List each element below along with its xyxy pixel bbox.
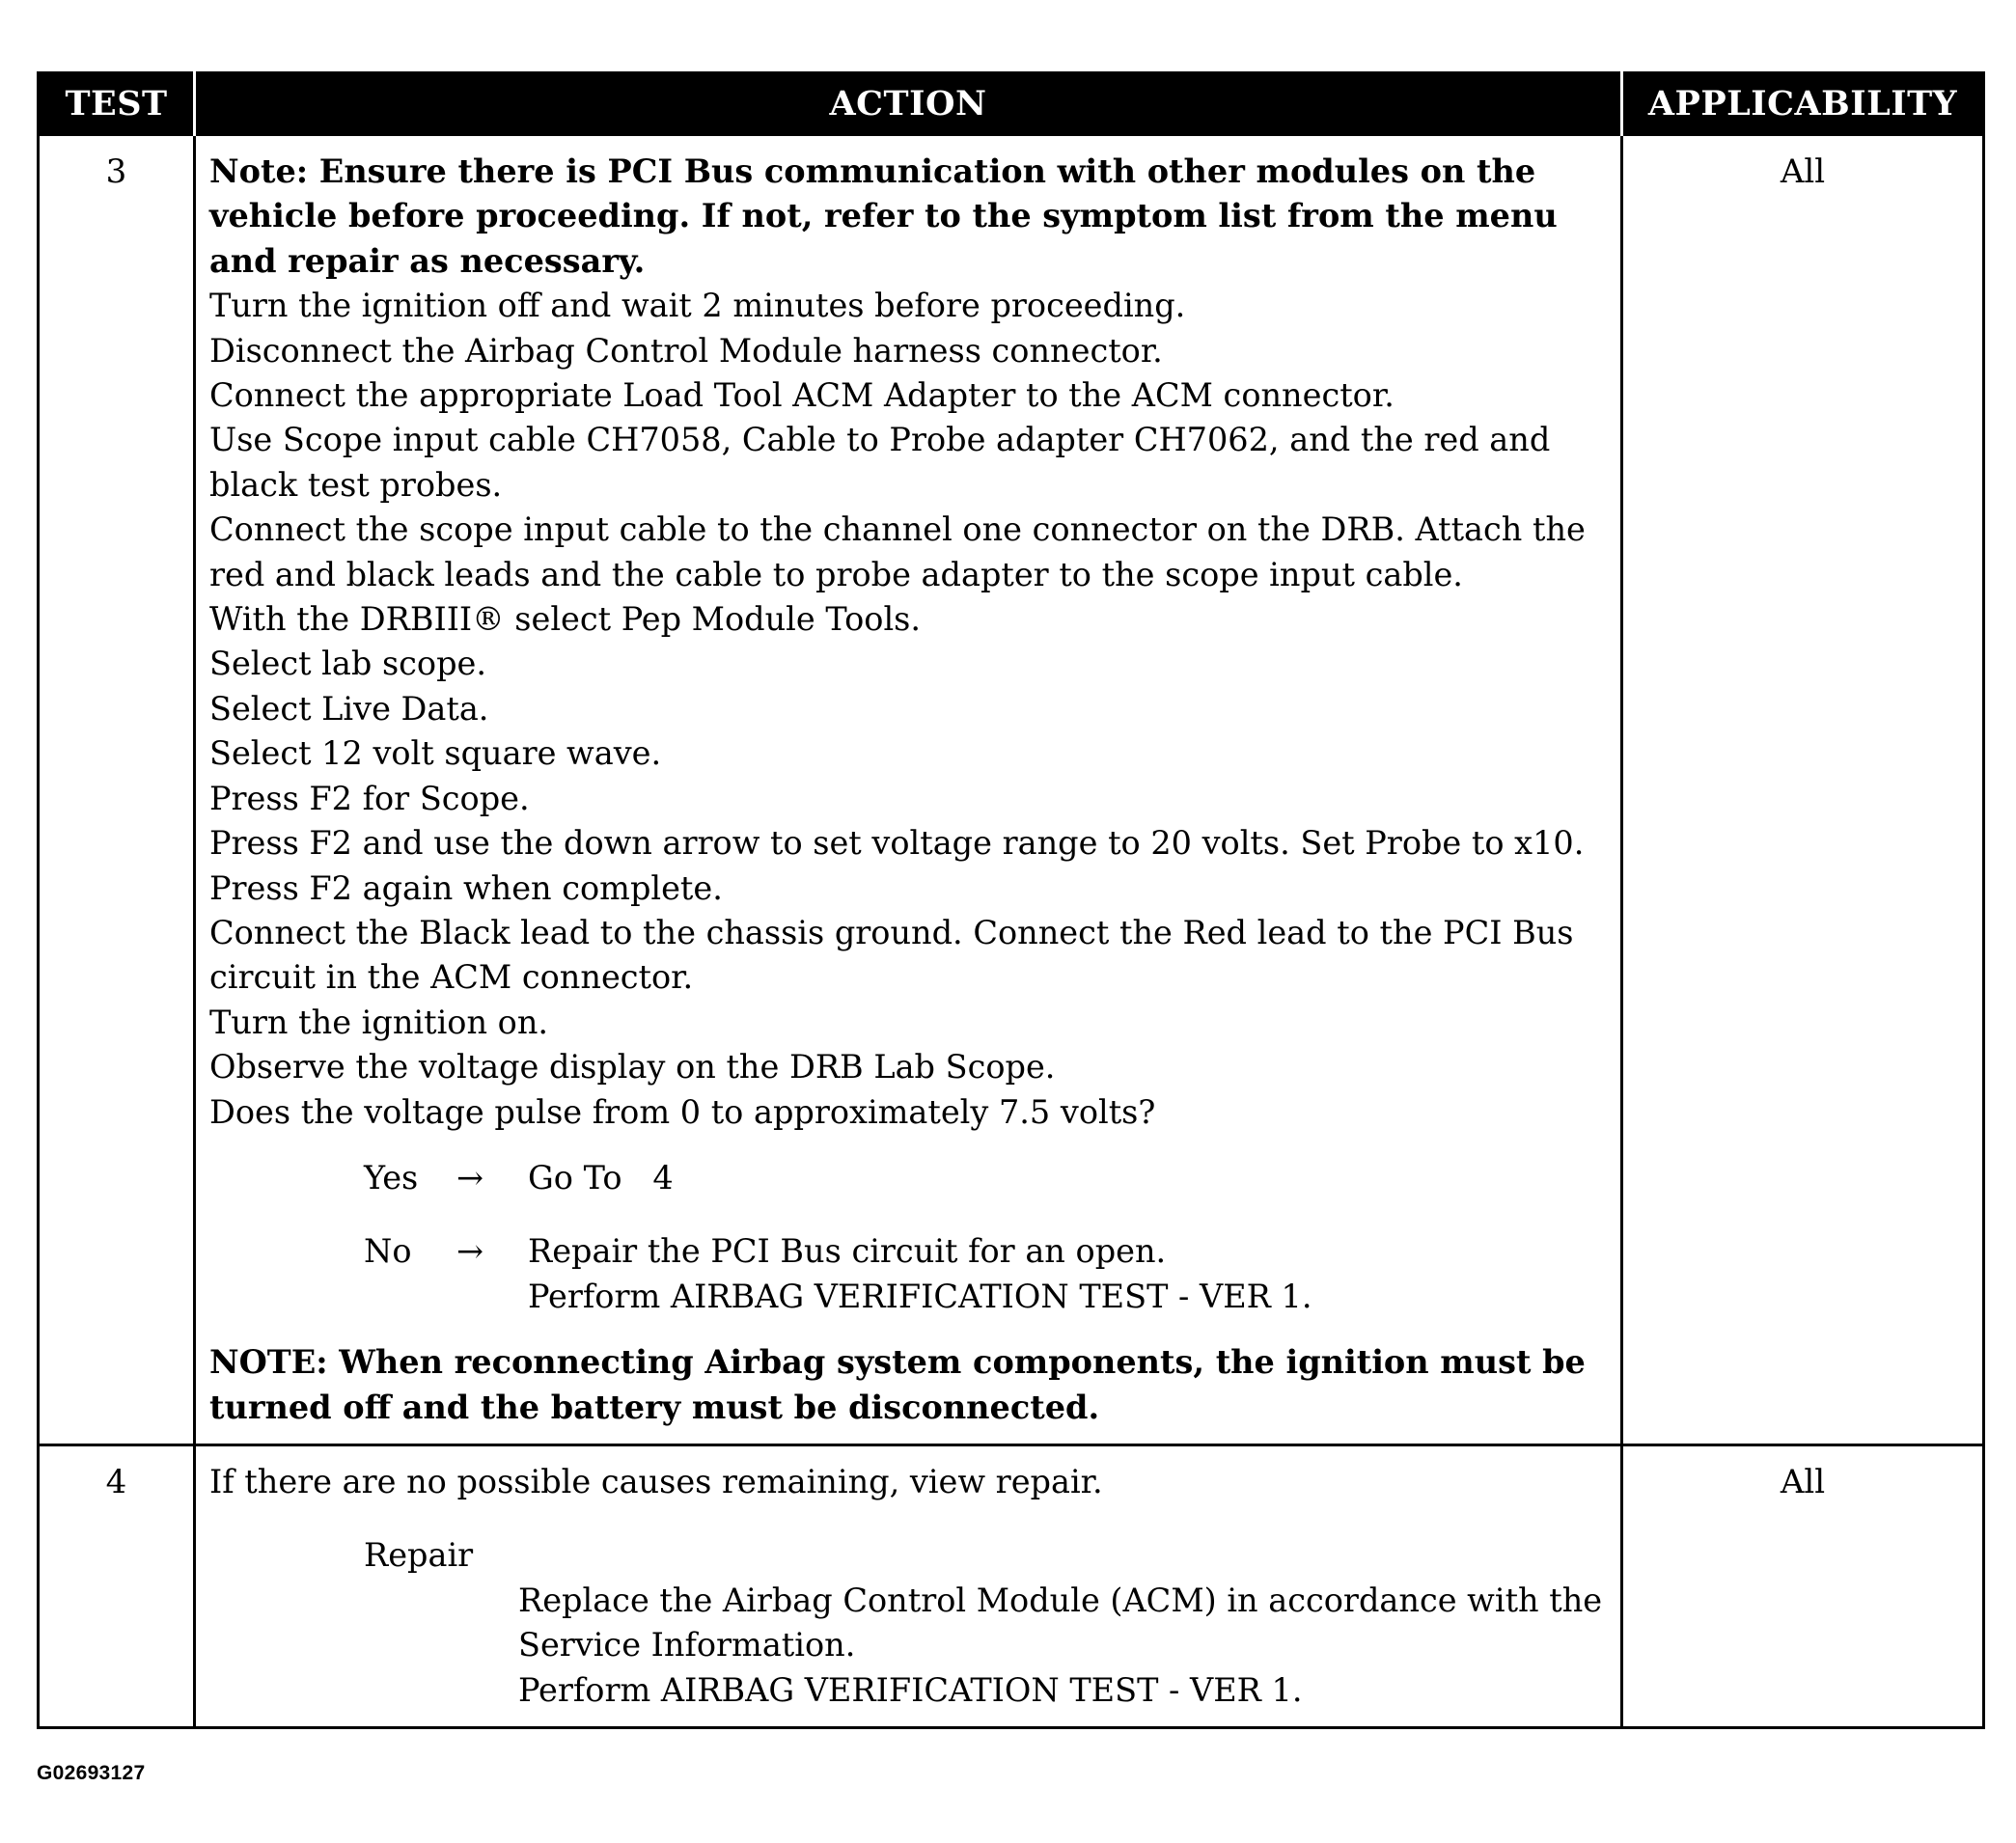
applicability-value: All bbox=[1622, 1444, 1984, 1727]
table-header-row bbox=[39, 73, 1984, 135]
action-cell bbox=[195, 135, 1622, 1445]
header-test: TEST bbox=[39, 73, 195, 135]
step: Turn the ignition off and wait 2 minutes before proceeding. bbox=[209, 287, 1186, 325]
step: Press F2 for Scope. bbox=[209, 779, 530, 817]
step: Disconnect the Airbag Control Module harness connector. bbox=[209, 331, 1163, 370]
diagnostic-test-table bbox=[37, 71, 1985, 1729]
note-bottom: NOTE: When reconnecting Airbag system components, the ignition must be turned off and the battery must be disconnected. bbox=[209, 1343, 1586, 1426]
applicability-value: All bbox=[1622, 135, 1984, 1445]
step: Observe the voltage display on the DRB Lab Scope. bbox=[209, 1048, 1056, 1087]
outcome-no-label: No bbox=[364, 1232, 412, 1271]
outcome-no-line: Repair the PCI Bus circuit for an open. bbox=[528, 1232, 1167, 1271]
repair-block bbox=[209, 1533, 1611, 1713]
step: Connect the Black lead to the chassis ground. Connect the Red lead to the PCI Bus circuit in the ACM connector. bbox=[209, 913, 1574, 997]
figure-id: G02693127 bbox=[37, 1762, 146, 1784]
procedure-page bbox=[37, 71, 1982, 1729]
table-row-test-4 bbox=[39, 1444, 1984, 1727]
arrow-right-icon: → bbox=[456, 1158, 484, 1197]
step: With the DRBIII® select Pep Module Tools. bbox=[209, 600, 921, 639]
question: Does the voltage pulse from 0 to approximately 7.5 volts? bbox=[209, 1092, 1156, 1131]
header-applicability: APPLICABILITY bbox=[1622, 73, 1984, 135]
note-top: Note: Ensure there is PCI Bus communication with other modules on the vehicle before proceeding. If not, refer to the symptom list from the menu and repair as necessary. bbox=[209, 152, 1558, 280]
outcome-no-line: Perform AIRBAG VERIFICATION TEST - VER 1. bbox=[528, 1277, 1312, 1315]
goto-link[interactable]: Go To 4 bbox=[528, 1158, 674, 1197]
arrow-right-icon: → bbox=[456, 1232, 484, 1271]
outcome-no-body bbox=[528, 1229, 1611, 1319]
test-number: 3 bbox=[39, 135, 195, 1445]
header-action: ACTION bbox=[195, 73, 1622, 135]
outcome-yes bbox=[209, 1156, 1611, 1200]
step: Select lab scope. bbox=[209, 645, 487, 683]
step: Select Live Data. bbox=[209, 689, 489, 728]
step: Press F2 and use the down arrow to set voltage range to 20 volts. Set Probe to x10. Press F2 again when complete. bbox=[209, 824, 1585, 907]
test-number: 4 bbox=[39, 1444, 195, 1727]
outcome-yes-label: Yes bbox=[364, 1158, 419, 1197]
step: Use Scope input cable CH7058, Cable to Probe adapter CH7062, and the red and black test probes. bbox=[209, 421, 1551, 504]
step: Connect the scope input cable to the channel one connector on the DRB. Attach the red and black leads and the cable to probe adapter to the scope input cable. bbox=[209, 510, 1586, 593]
step: Connect the appropriate Load Tool ACM Adapter to the ACM connector. bbox=[209, 376, 1395, 415]
action-cell bbox=[195, 1444, 1622, 1727]
step: Select 12 volt square wave. bbox=[209, 734, 662, 773]
repair-line: Replace the Airbag Control Module (ACM) in accordance with the Service Information. bbox=[518, 1581, 1603, 1664]
repair-intro: If there are no possible causes remaining, view repair. bbox=[209, 1462, 1103, 1500]
step: Turn the ignition on. bbox=[209, 1003, 549, 1041]
repair-instructions bbox=[209, 1579, 1611, 1713]
table-row-test-3 bbox=[39, 135, 1984, 1445]
repair-label: Repair bbox=[364, 1536, 474, 1575]
outcomes bbox=[209, 1156, 1611, 1319]
outcome-no bbox=[209, 1229, 1611, 1319]
repair-line: Perform AIRBAG VERIFICATION TEST - VER 1. bbox=[518, 1670, 1303, 1709]
